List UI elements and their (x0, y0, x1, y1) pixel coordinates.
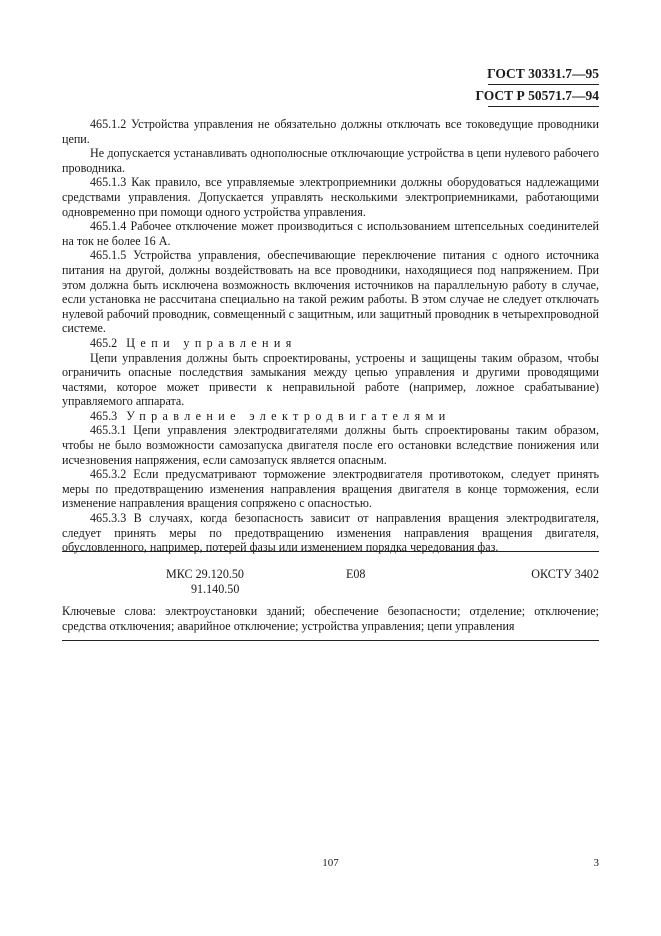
section-title: Управление электродвигателями (126, 408, 451, 423)
header-rule (488, 84, 599, 85)
section-title: Цепи управления (126, 335, 297, 350)
mks-code: 91.140.50 (191, 581, 240, 596)
header-rule (488, 106, 599, 107)
standard-number-primary: ГОСТ 30331.7—95 (487, 66, 599, 81)
paragraph-465-3-2: 465.3.2 Если предусматривают торможение электродвигателя противотоком, следует принять меры по предотвращению изменения направления вращения двигателя в конце торможения, если изменение направления вращения сопряжено с опасностью. (62, 467, 599, 511)
keywords: Ключевые слова: электроустановки зданий; обеспечение безопасности; отделение; отключение; средства отключения; аварийное отключение; устройства управления; цепи управления (62, 604, 599, 633)
okstu-code: ОКСТУ 3402 (531, 567, 599, 581)
paragraph-465-1-2: 465.1.2 Устройства управления не обязательно должны отключать все токоведущие проводники цепи. (62, 117, 599, 146)
sheet-number: 3 (593, 857, 599, 869)
paragraph-465-3-1: 465.3.1 Цепи управления электродвигателями должны быть спроектированы таким образом, чтобы не было возможности самозапуска двигателя после его остановки вследствие понижения или исчезновения напряжения, если самозапуск является опасным. (62, 423, 599, 467)
section-heading-465-3 (62, 409, 599, 424)
standard-number-secondary: ГОСТ Р 50571.7—94 (475, 88, 599, 103)
paragraph-465-1-3: 465.1.3 Как правило, все управляемые электроприемники должны оборудоваться надлежащими средствами управления. Допускается управлять несколькими электроприемниками, работающими одновременно при помощи одного устройства управления. (62, 175, 599, 219)
paragraph-control-circuits: Цепи управления должны быть спроектированы, устроены и защищены таким образом, чтобы ограничить опасные последствия замыкания между цепью управления и другими проводящими частями, которое может привести к неправильной работе (например, ложное срабатывание) управляемого аппарата. (62, 350, 599, 409)
section-number: 465.3 (90, 408, 118, 423)
e08-code: Е08 (346, 567, 366, 581)
paragraph-465-1-5: 465.1.5 Устройства управления, обеспечивающие переключение питания с одного источника питания на другой, должны воздействовать на все проводники, находящиеся под напряжением. При этом должна быть исключена возможность включения источников на параллельную работу в случае, если установка не рассчитана специально на такой режим работы. В этом случае не следует отключать нулевой рабочий проводник, совмещенный с защитным, или защитный проводник в четырехпроводной системе. (62, 248, 599, 336)
classification-rule-top (62, 551, 599, 552)
mks-code: МКС 29.120.50 (166, 567, 244, 581)
mks-codes (166, 567, 244, 596)
paragraph-465-3-3: 465.3.3 В случаях, когда безопасность зависит от направления вращения электродвигателя, следует принять меры по предотвращению изменения направления вращения двигателя, обусловленного, например, потерей фазы или изменением порядка чередования фаз. (62, 511, 599, 555)
classification-rule-bottom (62, 640, 599, 641)
document-body (62, 117, 599, 555)
page-number: 107 (322, 857, 339, 869)
paragraph-neutral-conductor: Не допускается устанавливать однополюсные отключающие устройства в цепи нулевого рабочего проводника. (62, 146, 599, 175)
section-heading-465-2 (62, 336, 599, 351)
section-number: 465.2 (90, 335, 118, 350)
paragraph-465-1-4: 465.1.4 Рабочее отключение может производиться с использованием штепсельных соединителей на ток не более 16 А. (62, 219, 599, 248)
